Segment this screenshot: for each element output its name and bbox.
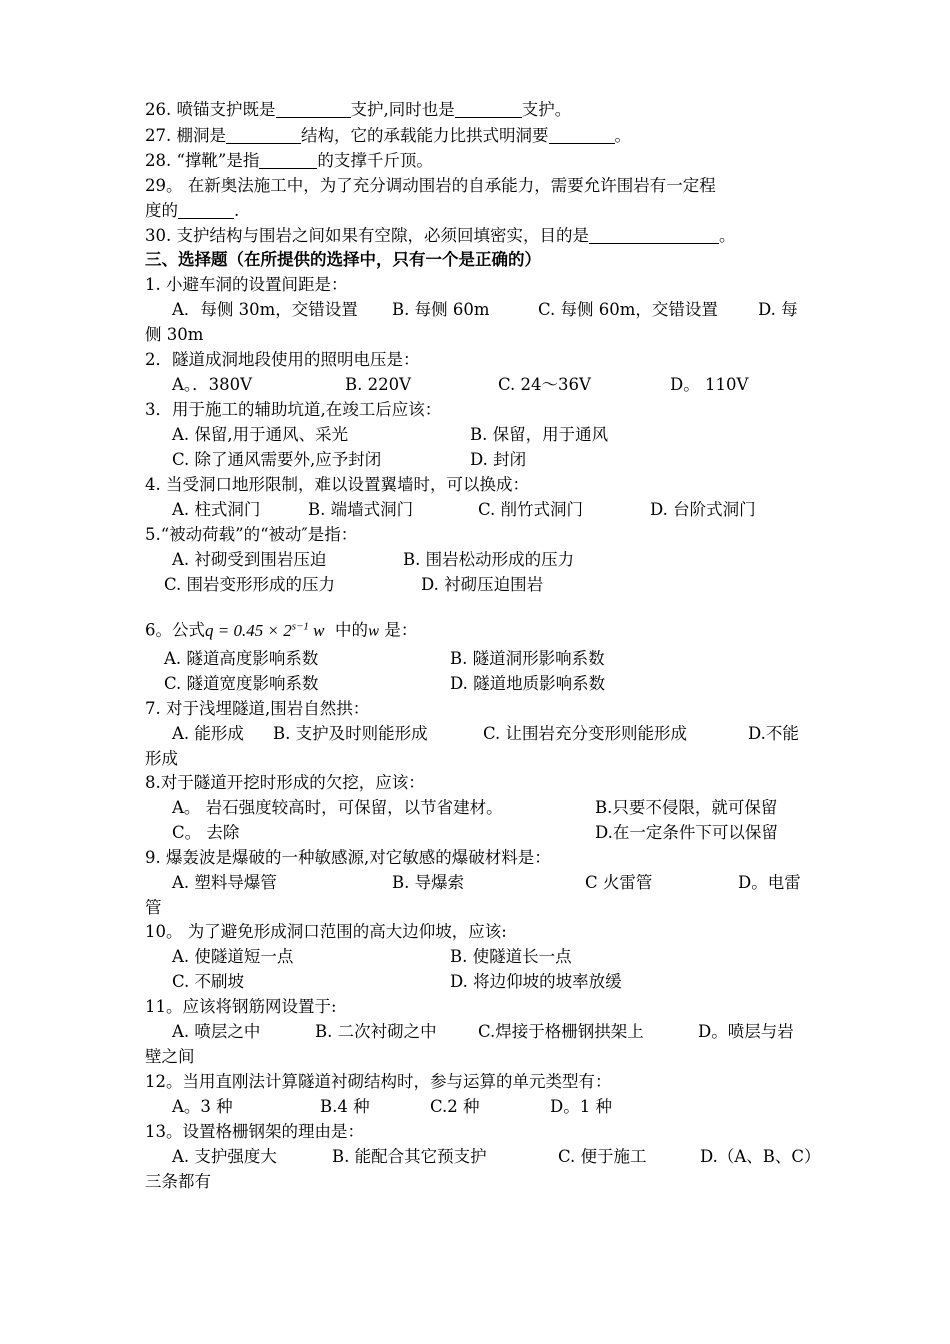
question-28: 28. “撑靴”是指 的支撑千斤顶。 xyxy=(145,151,433,170)
question-13-stem: 13。设置格栅钢架的理由是： xyxy=(145,1122,364,1141)
answer-blank xyxy=(549,126,615,144)
question-29: 29。 在新奥法施工中，为了充分调动围岩的自承能力，需要允许围岩有一定程 xyxy=(145,176,716,195)
q4-option-a: A. 柱式洞门 xyxy=(172,500,261,519)
question-3-stem: 3．用于施工的辅助坑道,在竣工后应该： xyxy=(145,400,442,419)
q1-option-a: A．每侧 30m，交错设置 xyxy=(172,300,358,319)
q7-option-d: D.不能 xyxy=(748,724,799,743)
q9-wrap: 管 xyxy=(145,898,162,917)
q3-option-a: A. 保留,用于通风、采光 xyxy=(172,425,349,444)
question-6-stem: 6。公式$q = 0.45 \times 2^{s-1}$ w 中的w 是： xyxy=(145,620,418,640)
question-7-stem: 7. 对于浅埋隧道,围岩自然拱： xyxy=(145,699,370,718)
q7-option-a: A. 能形成 xyxy=(172,724,244,743)
q8-option-c: C。 去除 xyxy=(172,823,240,842)
q13-option-c: C. 便于施工 xyxy=(558,1147,647,1166)
formula: $q = 0.45 \times 2^{s-1}$ w xyxy=(205,620,325,640)
q10-option-a: A. 使隧道短一点 xyxy=(172,947,294,966)
q11-option-d: D。喷层与岩 xyxy=(698,1022,794,1041)
q3-option-c: C. 除了通风需要外,应予封闭 xyxy=(172,450,382,469)
q6-option-d: D. 隧道地质影响系数 xyxy=(450,674,606,693)
question-5-stem: 5.“被动荷载”的“被动″是指： xyxy=(145,525,358,544)
q12-option-d: D。1 种 xyxy=(550,1097,612,1116)
q11-option-b: B. 二次衬砌之中 xyxy=(315,1022,437,1041)
question-11-stem: 11。应该将钢筋网设置于: xyxy=(145,997,337,1016)
q5-option-b: B. 围岩松动形成的压力 xyxy=(403,550,575,569)
q9-option-d: D。电雷 xyxy=(738,873,801,892)
q9-option-c: C 火雷管 xyxy=(585,873,653,892)
q4-option-b: B. 端墙式洞门 xyxy=(308,500,414,519)
answer-blank xyxy=(589,226,719,244)
answer-blank xyxy=(226,126,301,144)
q11-wrap: 壁之间 xyxy=(145,1047,195,1066)
q12-option-a: A。3 种 xyxy=(172,1097,233,1116)
q10-option-d: D. 将边仰坡的坡率放缓 xyxy=(450,972,622,991)
question-1-stem: 1. 小避车洞的设置间距是： xyxy=(145,275,348,294)
q2-option-d: D。 110V xyxy=(670,375,749,394)
q9-option-b: B. 导爆索 xyxy=(392,873,465,892)
question-8-stem: 8.对于隧道开挖时形成的欠挖，应该： xyxy=(145,773,425,792)
q12-option-c: C.2 种 xyxy=(430,1097,480,1116)
q6-option-c: C. 隧道宽度影响系数 xyxy=(164,674,319,693)
q4-option-c: C. 削竹式洞门 xyxy=(478,500,584,519)
q5-option-a: A. 衬砌受到围岩压迫 xyxy=(172,550,327,569)
question-29-wrap: 度的 . xyxy=(145,201,240,220)
q1-option-b: B. 每侧 60m xyxy=(392,300,490,319)
q7-option-b: B. 支护及时则能形成 xyxy=(273,724,428,743)
q11-option-c: C.焊接于格栅钢拱架上 xyxy=(478,1022,644,1041)
q5-option-d: D. 衬砌压迫围岩 xyxy=(421,575,544,594)
q7-option-c: C. 让围岩充分变形则能形成 xyxy=(483,724,688,743)
q9-option-a: A. 塑料导爆管 xyxy=(172,873,277,892)
q1-option-c: C. 每侧 60m，交错设置 xyxy=(538,300,718,319)
q13-option-d: D.（A、B、C） xyxy=(700,1147,821,1166)
q8-option-a: A。 岩石强度较高时，可保留，以节省建材。 xyxy=(172,798,503,817)
q13-option-b: B. 能配合其它预支护 xyxy=(332,1147,487,1166)
question-27: 27. 棚洞是 结构，它的承载能力比拱式明洞要 。 xyxy=(145,126,631,145)
question-10-stem: 10。 为了避免形成洞口范围的高大边仰坡，应该: xyxy=(145,922,507,941)
q1-wrap: 侧 30m xyxy=(145,325,204,344)
q13-option-a: A. 支护强度大 xyxy=(172,1147,277,1166)
q3-option-d: D. 封闭 xyxy=(470,450,527,469)
answer-blank xyxy=(259,151,317,169)
answer-blank xyxy=(178,201,234,219)
q11-option-a: A. 喷层之中 xyxy=(172,1022,261,1041)
q6-option-b: B. 隧道洞形影响系数 xyxy=(450,649,605,668)
q5-option-c: C. 围岩变形形成的压力 xyxy=(164,575,336,594)
q3-option-b: B. 保留，用于通风 xyxy=(470,425,609,444)
q10-option-b: B. 使隧道长一点 xyxy=(450,947,572,966)
question-4-stem: 4. 当受洞口地形限制，难以设置翼墙时，可以换成： xyxy=(145,475,529,494)
q7-wrap: 形成 xyxy=(145,749,178,768)
question-9-stem: 9. 爆轰波是爆破的一种敏感源,对它敏感的爆破材料是： xyxy=(145,848,551,867)
q13-wrap: 三条都有 xyxy=(145,1172,211,1191)
question-2-stem: 2．隧道成洞地段使用的照明电压是： xyxy=(145,350,420,369)
q2-option-a: A。．380V xyxy=(172,375,253,394)
q4-option-d: D. 台阶式洞门 xyxy=(650,500,756,519)
question-30: 30. 支护结构与围岩之间如果有空隙，必须回填密实，目的是 。 xyxy=(145,226,736,245)
q12-option-b: B.4 种 xyxy=(320,1097,370,1116)
q2-option-b: B. 220V xyxy=(345,375,412,394)
q8-option-d: D.在一定条件下可以保留 xyxy=(595,823,778,842)
q10-option-c: C. 不刷坡 xyxy=(172,972,245,991)
q8-option-b: B.只要不侵限，就可保留 xyxy=(595,798,778,817)
question-26: 26. 喷锚支护既是 支护,同时也是 支护。 xyxy=(145,100,572,119)
section-title: 三、选择题（在所提供的选择中，只有一个是正确的） xyxy=(145,250,541,269)
answer-blank xyxy=(276,100,351,118)
q1-option-d: D. 每 xyxy=(758,300,798,319)
q6-option-a: A. 隧道高度影响系数 xyxy=(164,649,319,668)
question-12-stem: 12。当用直刚法计算隧道衬砌结构时，参与运算的单元类型有： xyxy=(145,1072,612,1091)
answer-blank xyxy=(455,100,522,118)
q2-option-c: C. 24～36V xyxy=(498,375,591,394)
